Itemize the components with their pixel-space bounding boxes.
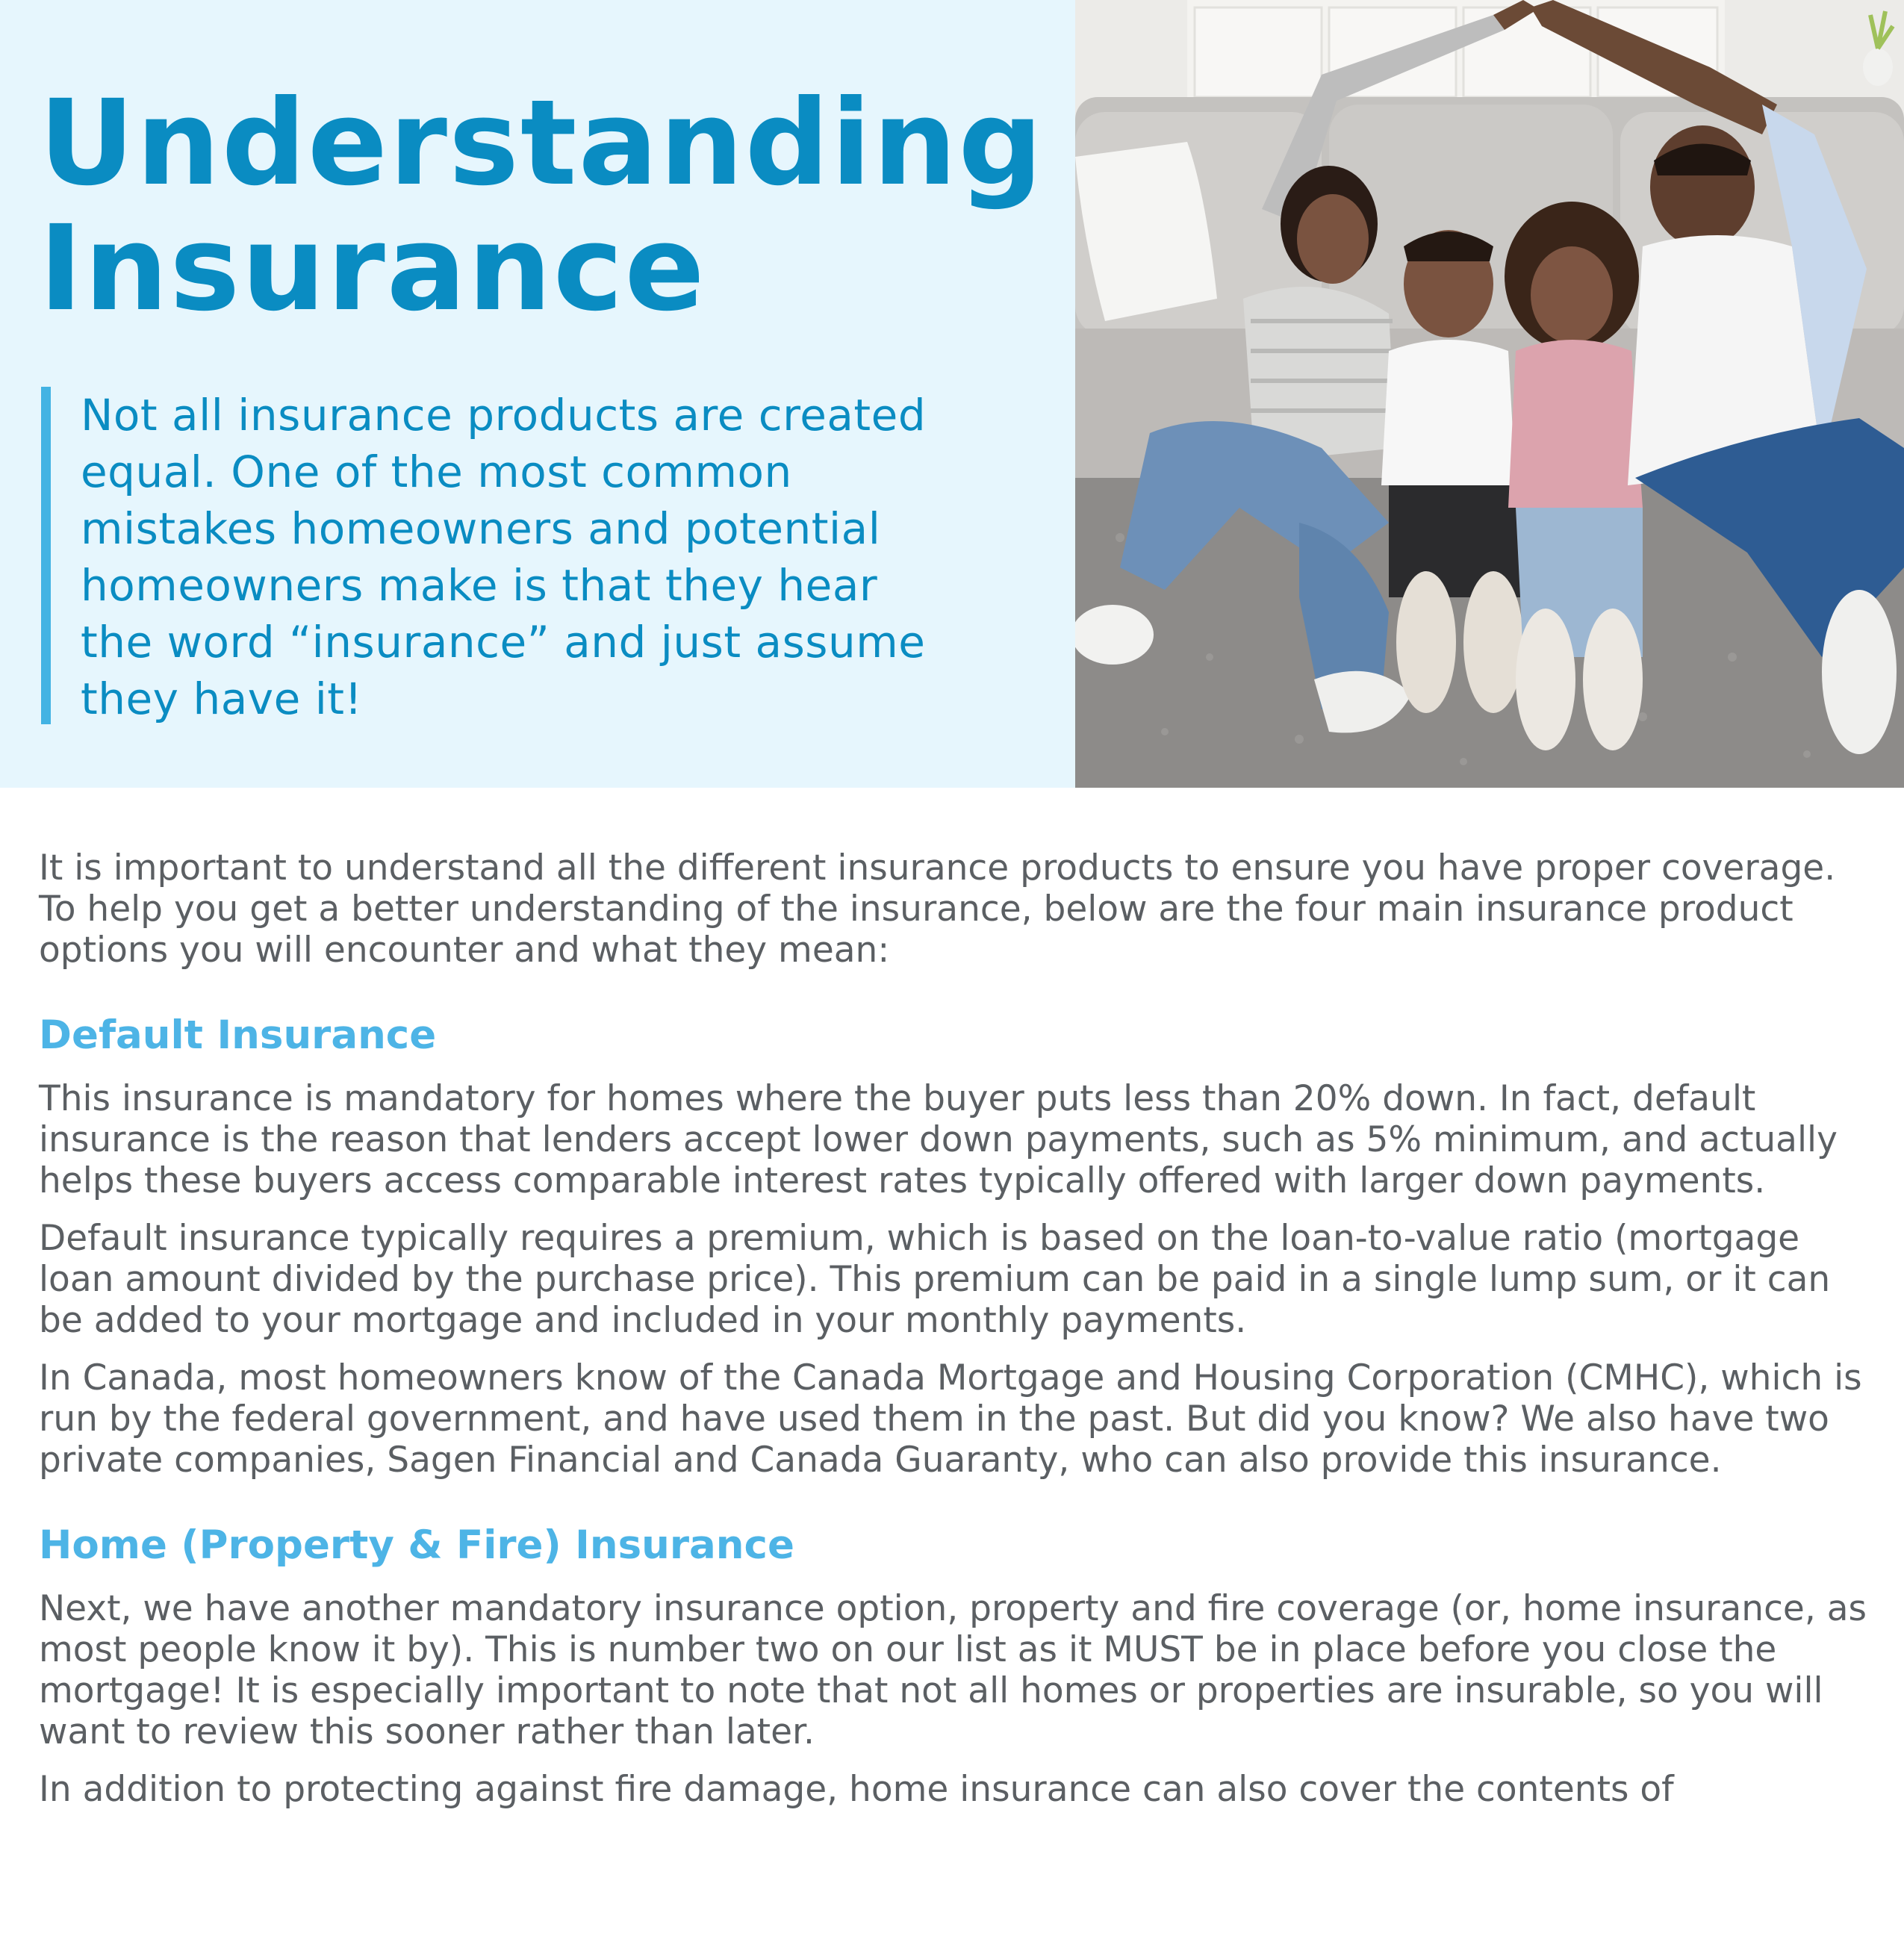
title-line-2: Insurance — [39, 200, 706, 337]
family-photo — [1075, 0, 1904, 788]
paragraph: In addition to protecting against fire damage, home insurance can also cover the contents of — [39, 1769, 1674, 1810]
section-heading-home-insurance: Home (Property & Fire) Insurance — [39, 1522, 794, 1568]
paragraph: This insurance is mandatory for homes where the buyer puts less than 20% down. In fact, default insurance is the reason that lenders accept lower down payments, such as 5% minimum, and actually helps these buyers access comparable interest rates typically offered with larger down payments. — [39, 1078, 1838, 1201]
hero-text-panel — [0, 0, 1075, 788]
article-body — [39, 847, 1876, 1826]
section-spacer — [39, 1497, 1876, 1519]
pull-quote-text: Not all insurance products are created equal. One of the most common mistakes homeowners and potential homeowners make is that they hear the word “insurance” and just assume they have it! — [81, 390, 927, 724]
paragraph: Default insurance typically requires a premium, which is based on the loan-to-value ratio (mortgage loan amount divided by the purchase price). This premium can be paid in a single lump sum, or it can be added to your mortgage and included in your monthly payments. — [39, 1218, 1831, 1341]
title-line-1: Understanding — [39, 75, 1045, 212]
paragraph: In Canada, most homeowners know of the Canada Mortgage and Housing Corporation (CMHC), which is run by the federal government, and have used them in the past. But did you know? We also have two private companies, Sagen Financial and Canada Guaranty, who can also provide this insurance. — [39, 1357, 1862, 1481]
page-title — [39, 75, 1045, 337]
pull-quote — [41, 387, 937, 724]
hero-section — [0, 0, 1904, 788]
section-heading-default-insurance: Default Insurance — [39, 1012, 437, 1058]
paragraph: Next, we have another mandatory insurance option, property and fire coverage (or, home insurance, as most people know it by). This is number two on our list as it MUST be in place before you close the mortgage! It is especially important to note that not all homes or properties are insurable, so you will want to review this sooner rather than later. — [39, 1588, 1867, 1752]
intro-paragraph: It is important to understand all the different insurance products to ensure you have proper coverage. To help you get a better understanding of the insurance, below are the four main insurance product options you will encounter and what they mean: — [39, 847, 1836, 971]
